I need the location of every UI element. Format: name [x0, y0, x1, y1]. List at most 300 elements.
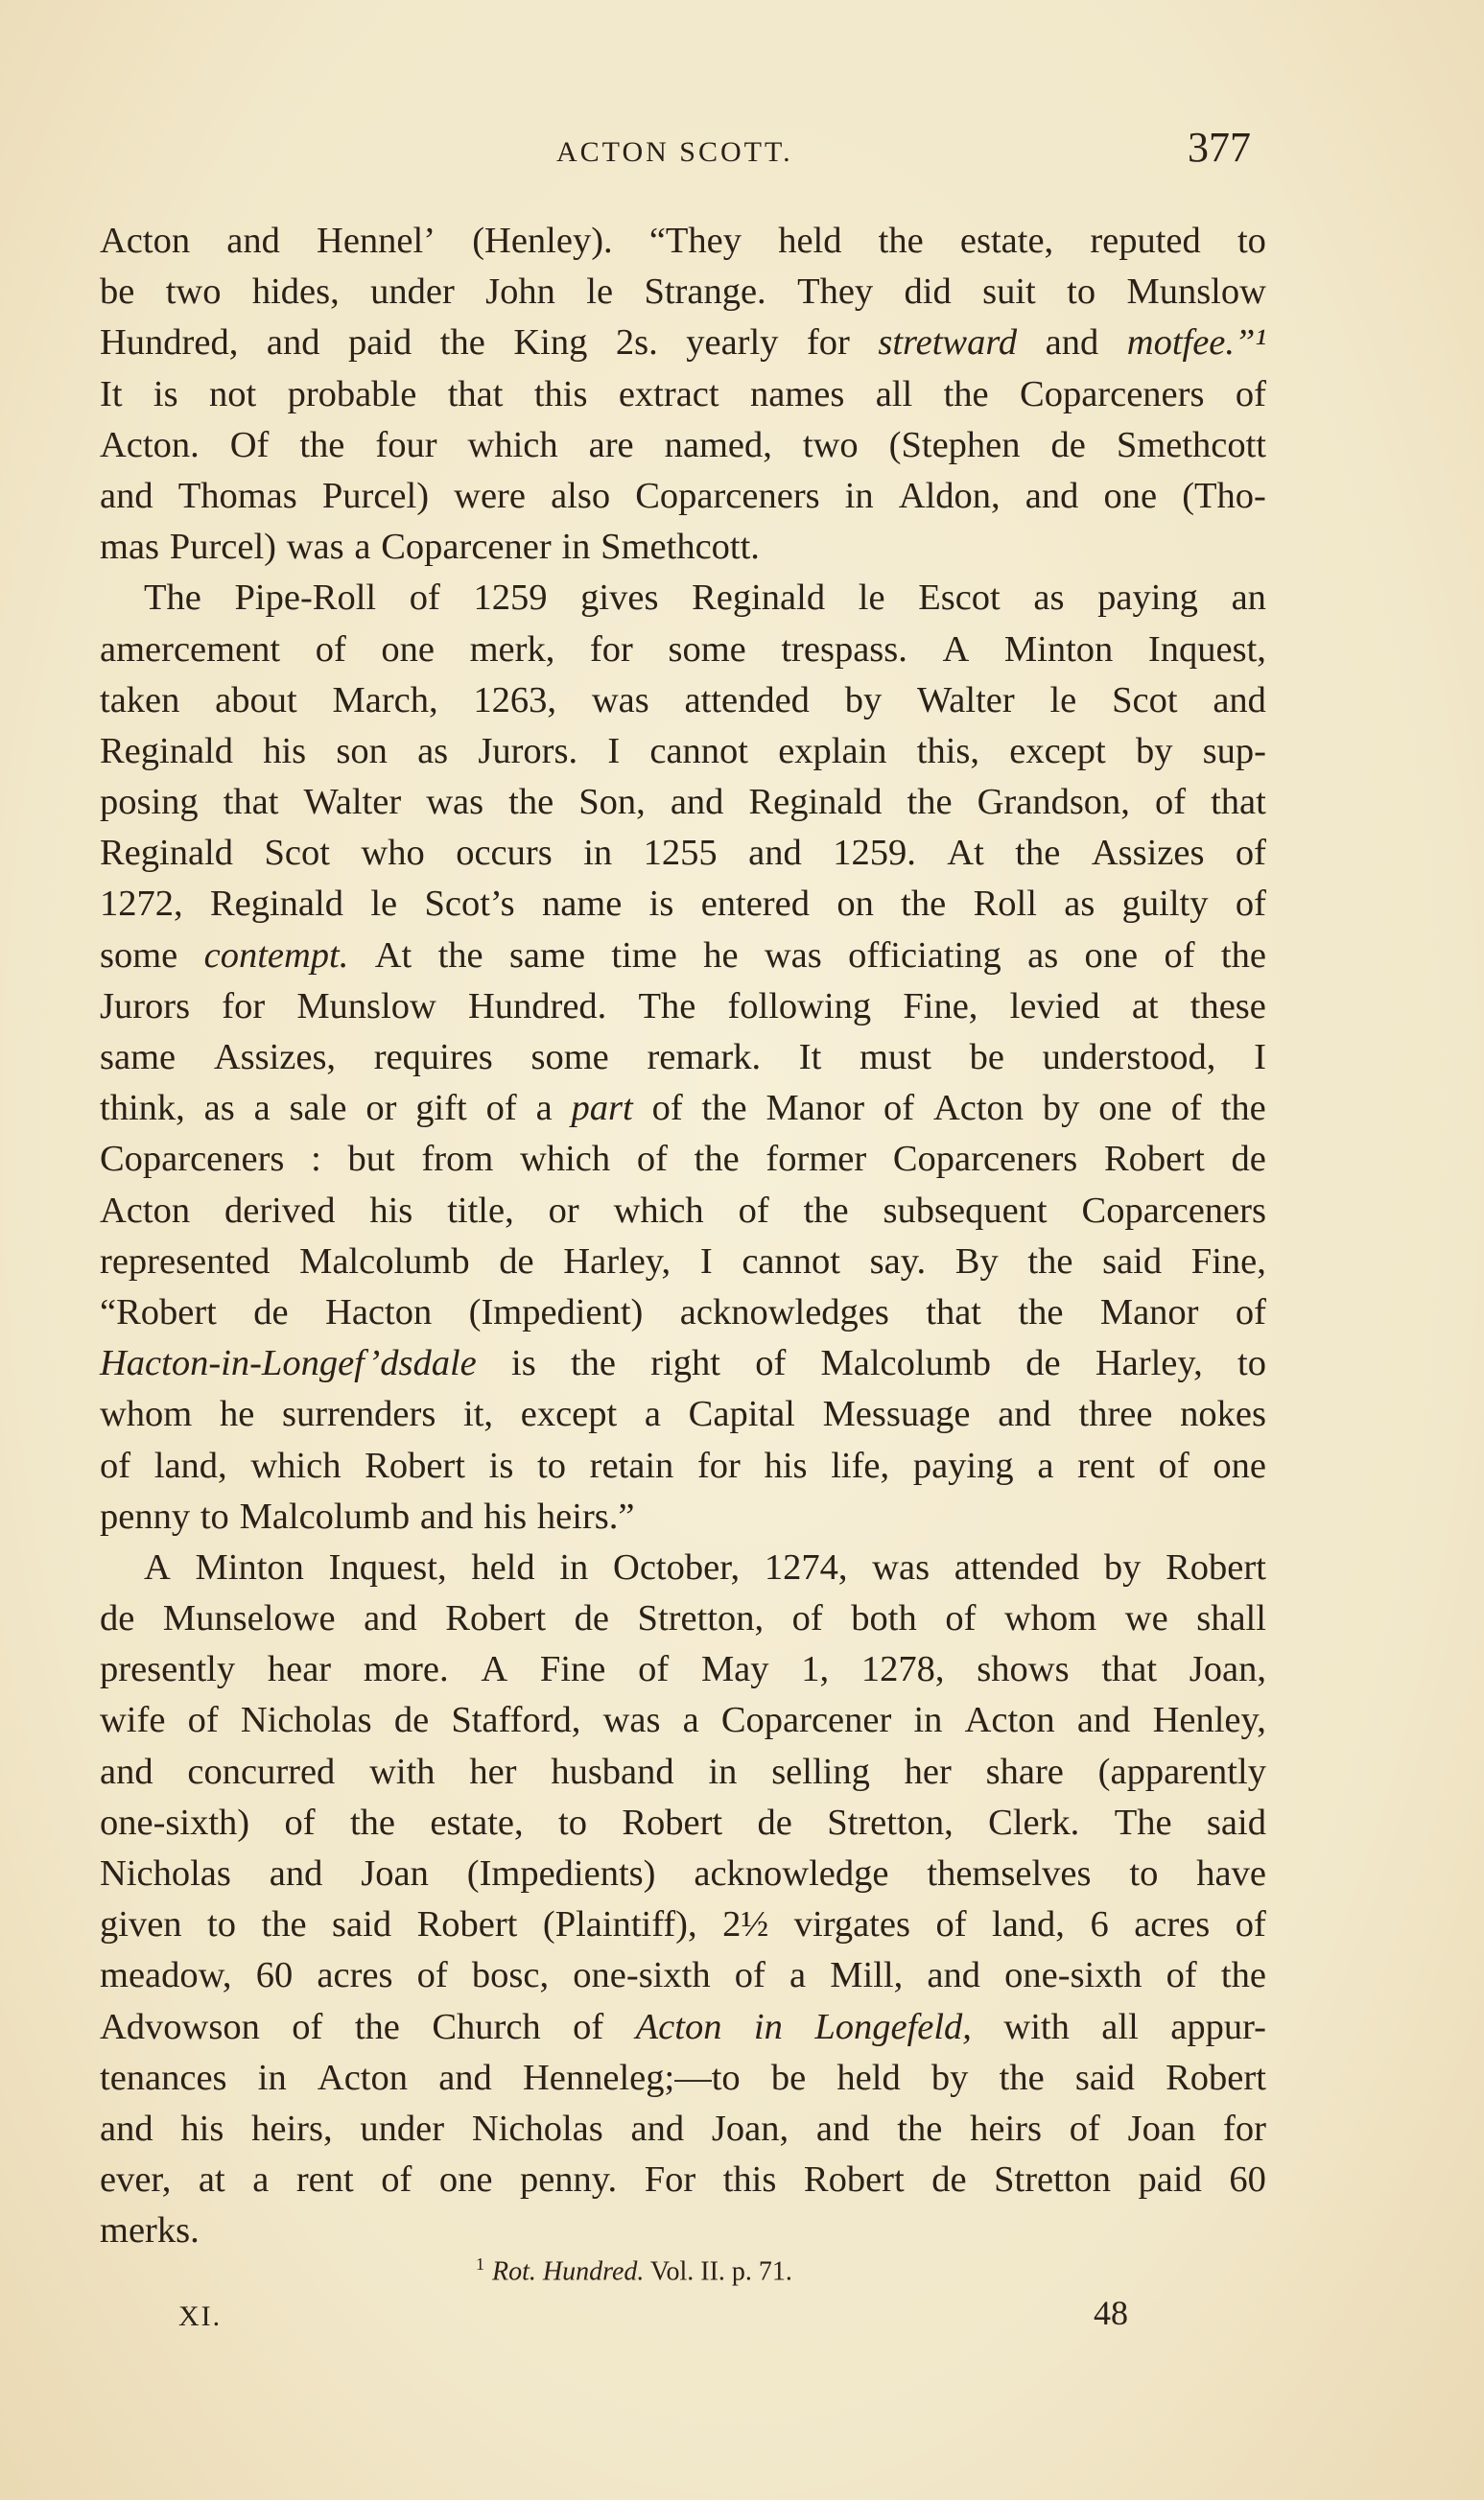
word: in [753, 2006, 783, 2047]
word: former [766, 1139, 867, 1180]
text-line [100, 1543, 1266, 1593]
word: of [1235, 833, 1266, 874]
text-line [100, 625, 1266, 675]
word: mas [100, 527, 160, 568]
word: A [481, 1649, 508, 1690]
text-line [100, 1798, 1266, 1849]
word: of [1069, 2108, 1100, 2149]
word: heirs, [251, 2108, 333, 2149]
word: he [703, 934, 739, 976]
text-line [100, 726, 1266, 777]
word: Hundred. [467, 985, 607, 1026]
word: of [738, 1190, 769, 1231]
word: suit [982, 271, 1036, 313]
word: and [1045, 322, 1099, 364]
word: about [215, 679, 297, 720]
word: for [1223, 2108, 1266, 2149]
word: for [696, 1445, 741, 1486]
word: as [203, 1088, 235, 1129]
word: hides, [251, 271, 340, 313]
word: appur- [1170, 2006, 1266, 2047]
word: the [1018, 1291, 1064, 1333]
word: some [100, 934, 178, 976]
word: extract [618, 373, 719, 414]
word: Walter [917, 679, 1015, 720]
word: was [764, 934, 822, 976]
word: whom [1003, 1598, 1097, 1639]
text-line [100, 1441, 1266, 1492]
folio-number: 48 [1094, 2294, 1128, 2332]
word: probable [287, 373, 417, 414]
word: penny [100, 1496, 191, 1537]
word: two [165, 271, 222, 313]
word: Robert [1104, 1139, 1205, 1180]
word: de [931, 2159, 967, 2201]
word: merk, [469, 628, 555, 670]
word: virgates [793, 1904, 910, 1946]
word: by [1042, 1088, 1080, 1129]
word: Munselowe [162, 1598, 336, 1639]
word: attended [954, 1546, 1080, 1588]
word: to [200, 1496, 229, 1537]
word: of [651, 1088, 683, 1129]
word: a [789, 1955, 807, 1996]
word: (Impedient) [468, 1291, 644, 1333]
word: Coparceners [100, 1139, 285, 1180]
word: requires [373, 1037, 493, 1077]
word: understood, [1042, 1037, 1216, 1077]
word: 60 [255, 1955, 294, 1996]
word: heirs [970, 2108, 1042, 2149]
word: of [315, 628, 346, 670]
word: Reginald [692, 578, 826, 619]
word: acknowledge [694, 1853, 889, 1894]
word: of [883, 1088, 915, 1129]
word: Smethcott [1116, 424, 1266, 465]
word: in [561, 527, 591, 568]
word: of [1170, 1088, 1202, 1129]
word: I [1254, 1037, 1266, 1077]
word: attended [684, 679, 810, 720]
word: some [668, 628, 746, 670]
word: de [757, 1802, 792, 1843]
word: four [375, 424, 437, 465]
text-line [100, 1287, 1266, 1338]
text-line [100, 2155, 1266, 2205]
word: I [699, 1240, 713, 1282]
word: 1272, [100, 884, 183, 925]
word: same [508, 934, 586, 976]
word: rent [295, 2159, 354, 2201]
word: his [764, 1445, 808, 1486]
word: a [644, 1394, 661, 1435]
word: It [798, 1037, 822, 1077]
word: the [943, 373, 989, 414]
text-line [100, 471, 1266, 522]
word: Coparceners [1020, 373, 1205, 414]
word: one [1103, 475, 1158, 516]
word: of [1158, 1445, 1190, 1486]
word: de [1025, 1343, 1061, 1384]
word: Roll [973, 884, 1037, 925]
word: or [365, 1088, 397, 1129]
word: which [520, 1139, 611, 1180]
word: explain [778, 730, 887, 771]
word: name [541, 884, 623, 925]
word: Smethcott. [601, 527, 760, 568]
word: levied [1009, 985, 1100, 1026]
text-line [100, 1186, 1266, 1237]
word: Stafford, [451, 1700, 581, 1741]
footnote [476, 2254, 792, 2287]
word: his [369, 1190, 413, 1231]
word: three [1078, 1394, 1153, 1435]
text-line [100, 522, 1266, 573]
word: (apparently [1097, 1751, 1266, 1792]
word: to [558, 1802, 587, 1843]
word: de [393, 1700, 430, 1741]
word: Walter [303, 782, 402, 823]
word: Nicholas [100, 1853, 231, 1894]
word: is [511, 1343, 536, 1384]
word: both [851, 1598, 917, 1639]
word: and [630, 2108, 685, 2149]
word: and [266, 322, 320, 364]
word: the [1015, 833, 1061, 874]
word: named, [664, 424, 772, 465]
word: in [583, 833, 613, 874]
word: Mill, [830, 1955, 904, 1996]
word: For [644, 2159, 696, 2201]
word: and [364, 1598, 417, 1639]
word: sup- [1202, 730, 1266, 771]
word: on [836, 884, 874, 925]
word: share [985, 1751, 1064, 1792]
word: the [261, 1904, 307, 1946]
word: Grandson, [977, 782, 1130, 823]
word: Robert [416, 1904, 518, 1946]
word: wife [100, 1700, 166, 1741]
word: selling [771, 1751, 870, 1792]
word: by [844, 679, 883, 720]
word: March, [332, 679, 438, 720]
word: the [999, 2057, 1045, 2098]
word: same [100, 1037, 177, 1077]
word: 1, [801, 1649, 830, 1690]
word: a [354, 527, 371, 568]
word: said [332, 1904, 392, 1946]
word: this [722, 2159, 777, 2201]
word: all [1101, 2006, 1139, 2047]
word: 1274, [764, 1546, 848, 1588]
text-line [100, 1237, 1266, 1287]
word: with [1003, 2006, 1070, 2047]
word: a [253, 1088, 271, 1129]
word: Robert [365, 1445, 465, 1486]
word: Stretton, [637, 1598, 765, 1639]
word: as [1033, 578, 1065, 619]
word: Capital [688, 1394, 795, 1435]
text-line [100, 981, 1266, 1032]
word: Malcolumb [299, 1240, 470, 1282]
word: Joan, [1189, 1649, 1266, 1690]
text-line [100, 777, 1266, 828]
word: Fine, [903, 985, 978, 1026]
word: in [257, 2057, 287, 2098]
word: of [381, 2159, 412, 2201]
word: rent [1077, 1445, 1135, 1486]
word: have [1196, 1853, 1266, 1894]
word: was [286, 527, 344, 568]
word: Thomas [177, 475, 297, 516]
word: Henneleg;—to [523, 2057, 741, 2098]
word: land, [992, 1904, 1065, 1946]
word: this, [916, 730, 980, 771]
word: of [1235, 884, 1266, 925]
word: the [803, 1190, 849, 1231]
word: amercement [100, 628, 281, 670]
word: one [438, 2159, 493, 2201]
word: Inquest, [328, 1546, 447, 1588]
word: of [1166, 1955, 1197, 1996]
word: presently [100, 1649, 236, 1690]
word: 60 [1229, 2159, 1266, 2201]
word: by [930, 2057, 969, 2098]
word: of [791, 1598, 823, 1639]
word: bosc, [471, 1955, 550, 1996]
word: Manor [766, 1088, 865, 1129]
word: Coparceners [635, 475, 820, 516]
word: 2s. [615, 322, 658, 364]
word: of [485, 1088, 517, 1129]
word: It [100, 373, 123, 414]
word: Robert [1166, 2057, 1266, 2098]
word: “They [648, 221, 742, 261]
word: by [1135, 730, 1173, 771]
word: and [100, 1751, 153, 1792]
word: Reginald [100, 833, 233, 874]
word: of [1154, 782, 1187, 823]
word: some [530, 1037, 609, 1077]
word: Henley, [1152, 1700, 1266, 1741]
text-line [100, 675, 1266, 726]
word: for [222, 985, 266, 1026]
word: Acton [932, 1088, 1025, 1129]
word: Hacton-in-Longef’dsdale [100, 1343, 477, 1384]
word: (Henley). [472, 221, 613, 261]
word: hear [267, 1649, 332, 1690]
word: an [1231, 578, 1266, 619]
word: trespass. [781, 628, 907, 670]
word: Reginald [209, 884, 343, 925]
word: to [207, 1904, 236, 1946]
running-head [0, 123, 1484, 180]
word: this [533, 373, 588, 414]
word: themselves [927, 1853, 1092, 1894]
word: de [100, 1598, 135, 1639]
word: merks. [100, 2210, 200, 2252]
word: Jurors. [478, 730, 578, 771]
word: the [439, 322, 485, 364]
word: Minton [195, 1546, 304, 1588]
word: the [701, 1088, 747, 1129]
word: cannot [649, 730, 748, 771]
word: Longefeld, [814, 2006, 972, 2047]
footnote-mark: 1 [476, 2254, 484, 2274]
word: Manor [1099, 1291, 1199, 1333]
word: be [770, 2057, 807, 2098]
text-line [100, 828, 1266, 879]
word: of [409, 578, 440, 619]
word: in [708, 1751, 738, 1792]
word: as [417, 730, 449, 771]
word: a [1037, 1445, 1054, 1486]
word: with [369, 1751, 436, 1792]
word: (Plaintiff), [542, 1904, 697, 1946]
word: paying [1097, 578, 1198, 619]
word: remark. [647, 1037, 762, 1077]
word: de [1050, 424, 1086, 465]
word: Nicholas [471, 2108, 603, 2149]
word: the [897, 2108, 943, 2149]
word: of [284, 1802, 316, 1843]
word: Stretton [994, 2159, 1112, 2201]
word: one-sixth [573, 1955, 711, 1996]
word: “Robert [100, 1291, 217, 1333]
word: Malcolumb [820, 1343, 992, 1384]
word: to [537, 1445, 566, 1486]
word: right [650, 1343, 720, 1384]
word: are [588, 424, 634, 465]
word: occurs [456, 833, 553, 874]
word: Acton [100, 221, 191, 261]
word: 1259. [833, 833, 916, 874]
word: one-sixth) [100, 1802, 250, 1843]
word: motfee.”¹ [1126, 322, 1266, 364]
word: was [426, 782, 484, 823]
word: one [1084, 934, 1139, 976]
word: and [419, 1496, 474, 1537]
word: Harley, [563, 1240, 671, 1282]
word: one [1213, 1445, 1266, 1486]
word: May [700, 1649, 769, 1690]
word: entered [700, 884, 810, 925]
word: were [454, 475, 526, 516]
word: Joan, [711, 2108, 789, 2149]
word: and [269, 1853, 323, 1894]
text-line [100, 2053, 1266, 2104]
text-line [100, 1644, 1266, 1695]
word: of [1235, 1904, 1266, 1946]
word: The [1114, 1802, 1172, 1843]
word: held [471, 1546, 535, 1588]
word: title, [447, 1190, 514, 1231]
word: By [954, 1240, 999, 1282]
word: to [1129, 1853, 1159, 1894]
word: yearly [686, 322, 779, 364]
word: her [904, 1751, 952, 1792]
word: Purcel) [169, 527, 276, 568]
word: was [872, 1546, 930, 1588]
word: that [447, 373, 504, 414]
text-line [100, 1083, 1266, 1134]
text-line [100, 931, 1266, 981]
word: Jurors [100, 985, 191, 1026]
word: and [1076, 1700, 1131, 1741]
word: Acton [635, 2006, 722, 2047]
word: also [551, 475, 611, 516]
word: gift [415, 1088, 467, 1129]
word: the [878, 221, 924, 261]
word: these [1190, 985, 1266, 1026]
word: that [1211, 782, 1266, 823]
word: except [1009, 730, 1106, 771]
text-line [100, 1695, 1266, 1746]
word: to [1237, 221, 1266, 261]
word: (Tho- [1182, 475, 1266, 516]
word: shall [1196, 1598, 1266, 1639]
word: did [904, 271, 952, 313]
word: the [299, 424, 345, 465]
word: de [253, 1291, 289, 1333]
word: A [144, 1546, 171, 1588]
word: Scot [264, 833, 330, 874]
word: Malcolumb [239, 1496, 411, 1537]
word: Munslow [1126, 271, 1266, 313]
word: of [1235, 1291, 1266, 1333]
word: At [947, 833, 984, 874]
word: estate, [959, 221, 1054, 261]
word: son [336, 730, 388, 771]
word: the [508, 782, 554, 823]
word: de [1231, 1139, 1266, 1180]
body-text [100, 216, 1266, 2257]
word: of [734, 1955, 766, 1996]
word: which [250, 1445, 342, 1486]
word: one [381, 628, 435, 670]
word: that [926, 1291, 981, 1333]
word: Pipe-Roll [234, 578, 377, 619]
word: who [361, 833, 425, 874]
word: her [469, 1751, 517, 1792]
word: Hacton [325, 1291, 433, 1333]
word: 1263, [473, 679, 557, 720]
word: and [438, 2057, 492, 2098]
word: one-sixth [1004, 1955, 1142, 1996]
word: the [437, 934, 483, 976]
word: 1255 [643, 833, 718, 874]
word: was [591, 679, 649, 720]
word: Robert [622, 1802, 723, 1843]
word: but [347, 1139, 395, 1180]
word: is [648, 884, 674, 925]
word: given [100, 1904, 182, 1946]
word: Assizes [1091, 833, 1205, 874]
word: he [219, 1394, 255, 1435]
word: is [488, 1445, 514, 1486]
word: Inquest, [1147, 628, 1266, 670]
text-line [100, 267, 1266, 318]
word: Son, [578, 782, 646, 823]
word: to [1237, 1343, 1266, 1384]
text-line [100, 420, 1266, 471]
word: of [100, 1445, 131, 1486]
word: a [535, 1088, 553, 1129]
word: of [945, 1598, 977, 1639]
word: the [907, 782, 953, 823]
word: meadow, [100, 1955, 232, 1996]
text-line [100, 2002, 1266, 2053]
